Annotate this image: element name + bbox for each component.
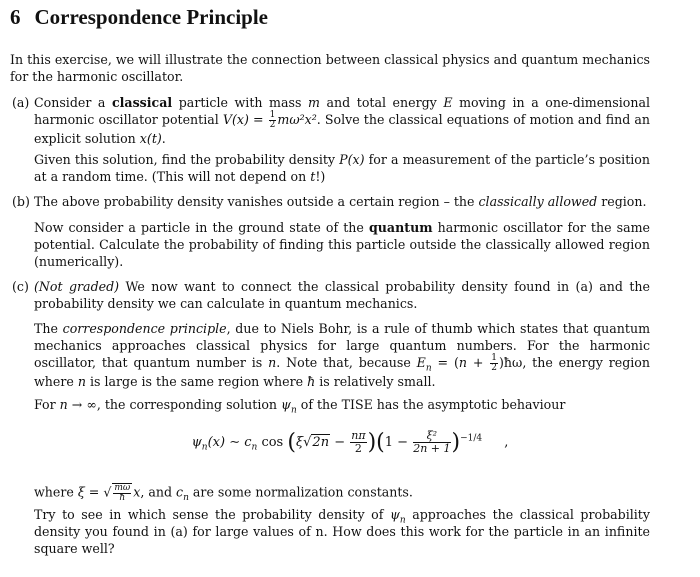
section-title: Correspondence Principle [34, 5, 269, 29]
part-a [12, 94, 650, 147]
part-c-paragraph-4: where ξ = √ $\frac{m\omega}{ħ}$ x, and $c_n$ are some normalization constants. [34, 483, 413, 504]
section-heading [10, 4, 268, 30]
part-c-paragraph-5: Try to see in which sense the probability density of $\psi_n$ approaches the classical probability density you found in (a) for large values of n. How does this work for the particle in an infinite square well? [34, 507, 650, 556]
intro-paragraph: In this exercise, we will illustrate the connection between classical physics and quantum mechanics for the harmonic oscillator. [10, 52, 650, 84]
part-c-paragraph-3: For n → ∞, the corresponding solution $\psi_n$ of the TISE has the asymptotic behaviour [34, 397, 566, 416]
part-c-label: (c) [12, 279, 29, 294]
part-b-label: (b) [12, 194, 30, 209]
part-a-paragraph-2: Given this solution, find the probability density P(x) for a measurement of the particle’s position at a random time. (This will not depend on t!) [34, 152, 650, 184]
part-a-paragraph-1: Consider a classical particle with mass m and total energy E moving in a one-dimensional harmonic oscillator potential V(x) = $\frac{1}{2}$ mω²x². Solve the classical equations of motion and find an explicit solution x(t). [34, 95, 650, 146]
half-fraction: $\frac{1}{2}$ [269, 110, 276, 130]
part-b [12, 193, 650, 210]
part-b-paragraph-2: Now consider a particle in the ground state of the quantum harmonic oscillator for the same potential. Calculate the probability of finding this particle outside the classically allowed region (numerically). [34, 220, 650, 269]
asymptotic-equation: $\psi_n(x)$ ∼ $c_n$ cos (ξ√2n − $\frac{n\pi}{2}$ )(1 − $\frac{\text{ξ²}}{2n + 1}$ )$^{-1/4}$ , [191, 429, 509, 455]
section-number: 6 [10, 5, 21, 29]
part-c [12, 278, 650, 312]
part-a-label: (a) [12, 95, 30, 110]
part-c-paragraph-1: (Not graded) We now want to connect the classical probability density found in (a) and the probability density we can calculate in quantum mechanics. [34, 279, 650, 311]
part-b-paragraph-1: The above probability density vanishes outside a certain region – the classically allowed region. [34, 194, 647, 209]
part-c-paragraph-2: The correspondence principle, due to Niels Bohr, is a rule of thumb which states that quantum mechanics approaches classical physics for large quantum numbers. For the harmonic oscillator, that quantum number is n. Note that, because $E_n = (n$ + $\frac{1}{2}$ )ħω, the energy region where n is large is the same region where ħ is relatively small. [34, 321, 651, 389]
